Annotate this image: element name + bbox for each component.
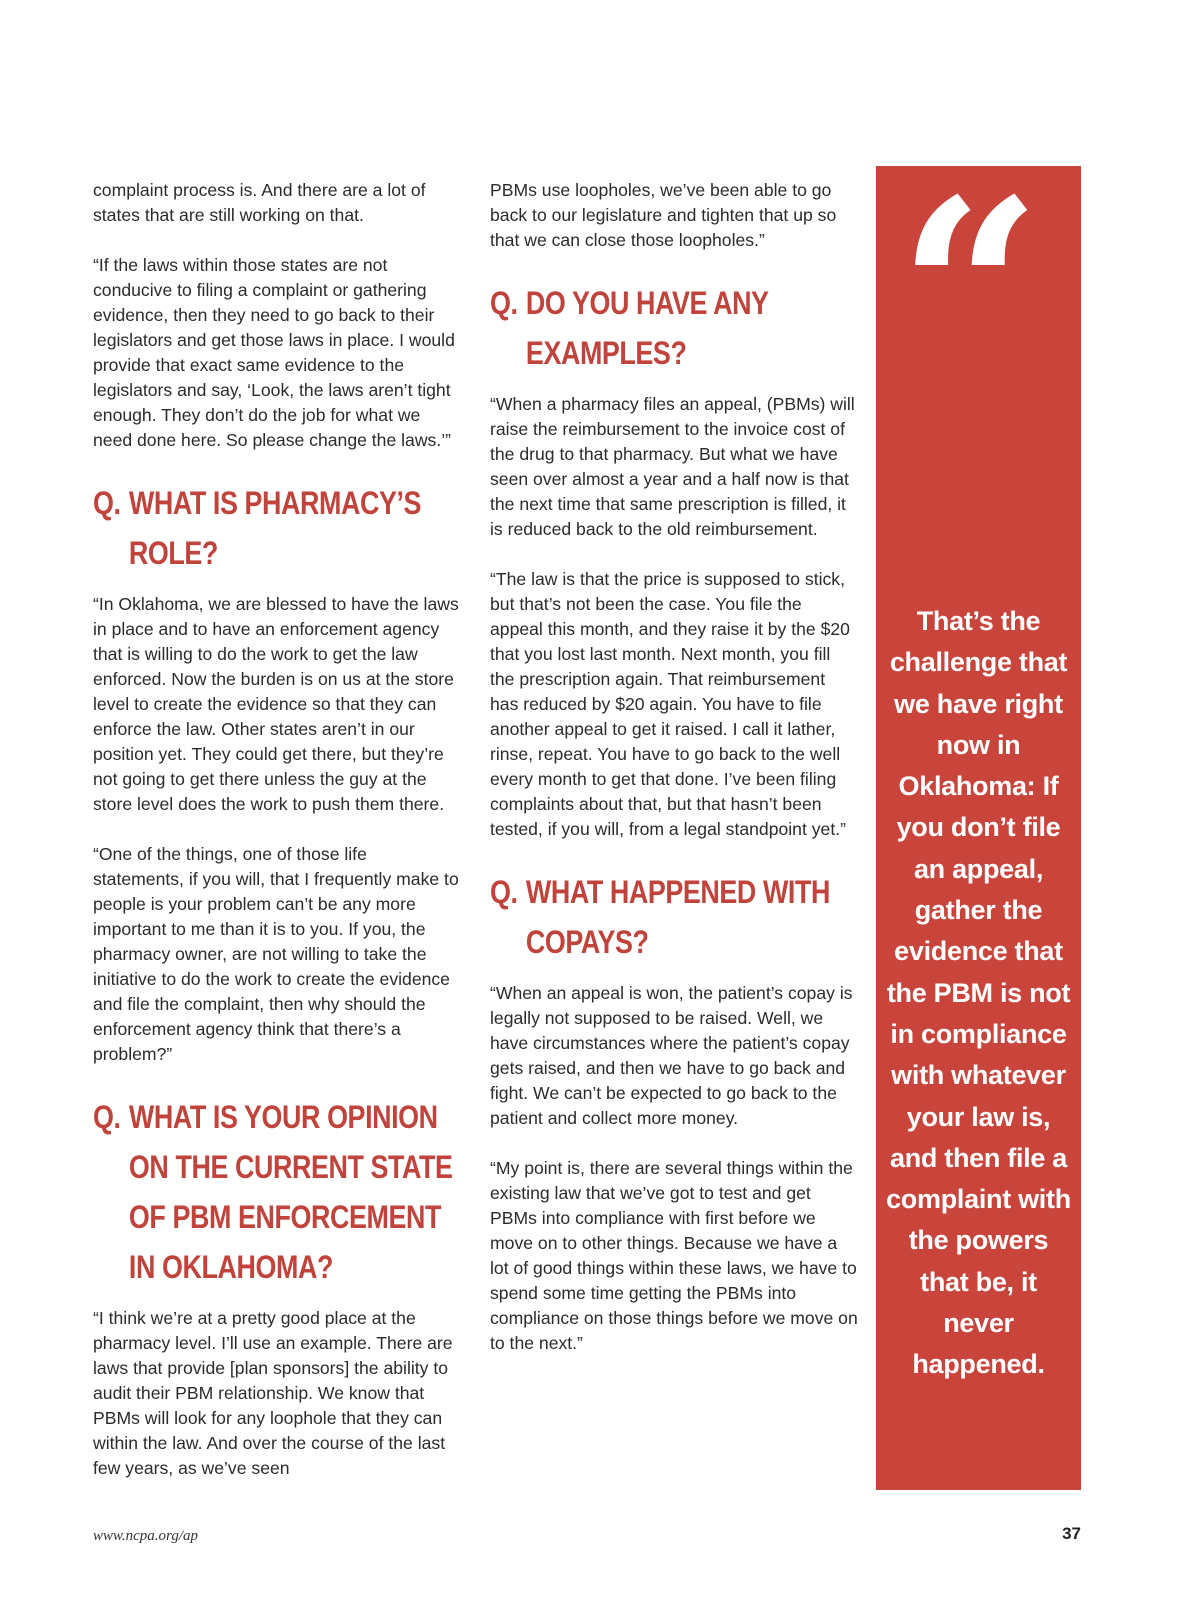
body-paragraph: complaint process is. And there are a lot of states that are still working on that. (93, 180, 426, 225)
question-heading-pbm-enforcement (93, 1092, 463, 1292)
body-paragraph: “The law is that the price is supposed to stick, but that’s not been the case. You file the appeal this month, and they raise it by the $20 that you lost last month. Next month, you fill the prescription again. That reimbursement has reduced by $20 again. You have to file another appeal to get it raised. I call it lather, rinse, repeat. You have to go back to the well every month to get that done. I’ve been filing complaints about that, but that hasn’t been tested, if you will, from a legal standpoint yet.” (490, 569, 850, 839)
pull-quote-sidebar (876, 144, 1081, 1490)
body-paragraph: “When a pharmacy files an appeal, (PBMs) will raise the reimbursement to the invoice cost of the drug to that pharmacy. But what we have seen over almost a year and a half now is that the next time that same prescription is filled, it is reduced back to the old reimbursement. (490, 394, 855, 539)
question-heading-examples (490, 278, 860, 378)
body-paragraph: “One of the things, one of those life statements, if you will, that I frequently make to people is your problem can’t be any more important to me than it is to you. If you, the pharmacy owner, are not willing to take the initiative to do the work to create the evidence and file the complaint, then why should the enforcement agency think that there’s a problem?” (93, 844, 459, 1064)
footer-url: www.ncpa.org/ap (93, 1528, 199, 1544)
body-paragraph: “If the laws within those states are not conducive to filing a complaint or gathering evidence, then they need to go back to their legislators and get those laws in place. I would provide that exact same evidence to the legislators and say, ‘Look, the laws aren’t tight enough. They don’t do the job for what we need done here. So please change the laws.’” (93, 255, 455, 450)
question-heading-text: WHAT HAPPENED WITH COPAYS? (525, 874, 830, 960)
body-paragraph: “In Oklahoma, we are blessed to have the laws in place and to have an enforcement agency that is willing to do the work to get the law enforced. Now the burden is on us at the store level to create the evidence so that they can enforce the law. Other states aren’t in our position yet. They could get there, but they’re not going to get there unless the guy at the store level does the work to push them there. (93, 594, 459, 814)
question-heading-pharmacy-role (93, 478, 463, 578)
article-column-1 (93, 178, 461, 1481)
body-paragraph: “I think we’re at a pretty good place at the pharmacy level. I’ll use an example. There are laws that provide [plan sponsors] the ability to audit their PBM relationship. We know that PBMs will look for any loophole that they can within the law. And over the course of the last few years, as we’ve seen (93, 1308, 453, 1478)
question-marker: Q. (93, 1099, 121, 1135)
quotation-mark-icon: “ (898, 144, 1042, 438)
question-marker: Q. (490, 874, 518, 910)
body-paragraph: “My point is, there are several things within the existing law that we’ve got to test and get PBMs into compliance with first before we move on to other things. Because we have a lot of good things within these laws, we have to spend some time getting the PBMs into compliance on those things before we move on to the next.” (490, 1158, 858, 1353)
question-marker: Q. (490, 285, 518, 321)
question-heading-text: WHAT IS YOUR OPINION ON THE CURRENT STATE OF PBM ENFORCEMENT IN OKLAHOMA? (128, 1099, 453, 1285)
question-heading-text: WHAT IS PHARMACY’S ROLE? (128, 485, 422, 571)
question-heading-text: DO YOU HAVE ANY EXAMPLES? (525, 285, 769, 371)
question-heading-copays (490, 867, 860, 967)
body-paragraph: “When an appeal is won, the patient’s copay is legally not supposed to be raised. Well, we have circumstances where the patient’s copay gets raised, and then we have to go back and fight. We can’t be expected to go back to the patient and collect more money. (490, 983, 853, 1128)
page-number: 37 (1062, 1524, 1081, 1543)
article-column-2 (490, 178, 858, 1356)
question-marker: Q. (93, 485, 121, 521)
body-paragraph: PBMs use loopholes, we’ve been able to go back to our legislature and tighten that up so that we can close those loopholes.” (490, 180, 837, 250)
pull-quote-text: That’s the challenge that we have right now in Oklahoma: If you don’t file an appeal, gather the evidence that the PBM is not in compliance with whatever your law is, and then file a complaint with the powers that be, it never happened. (886, 606, 1071, 1380)
